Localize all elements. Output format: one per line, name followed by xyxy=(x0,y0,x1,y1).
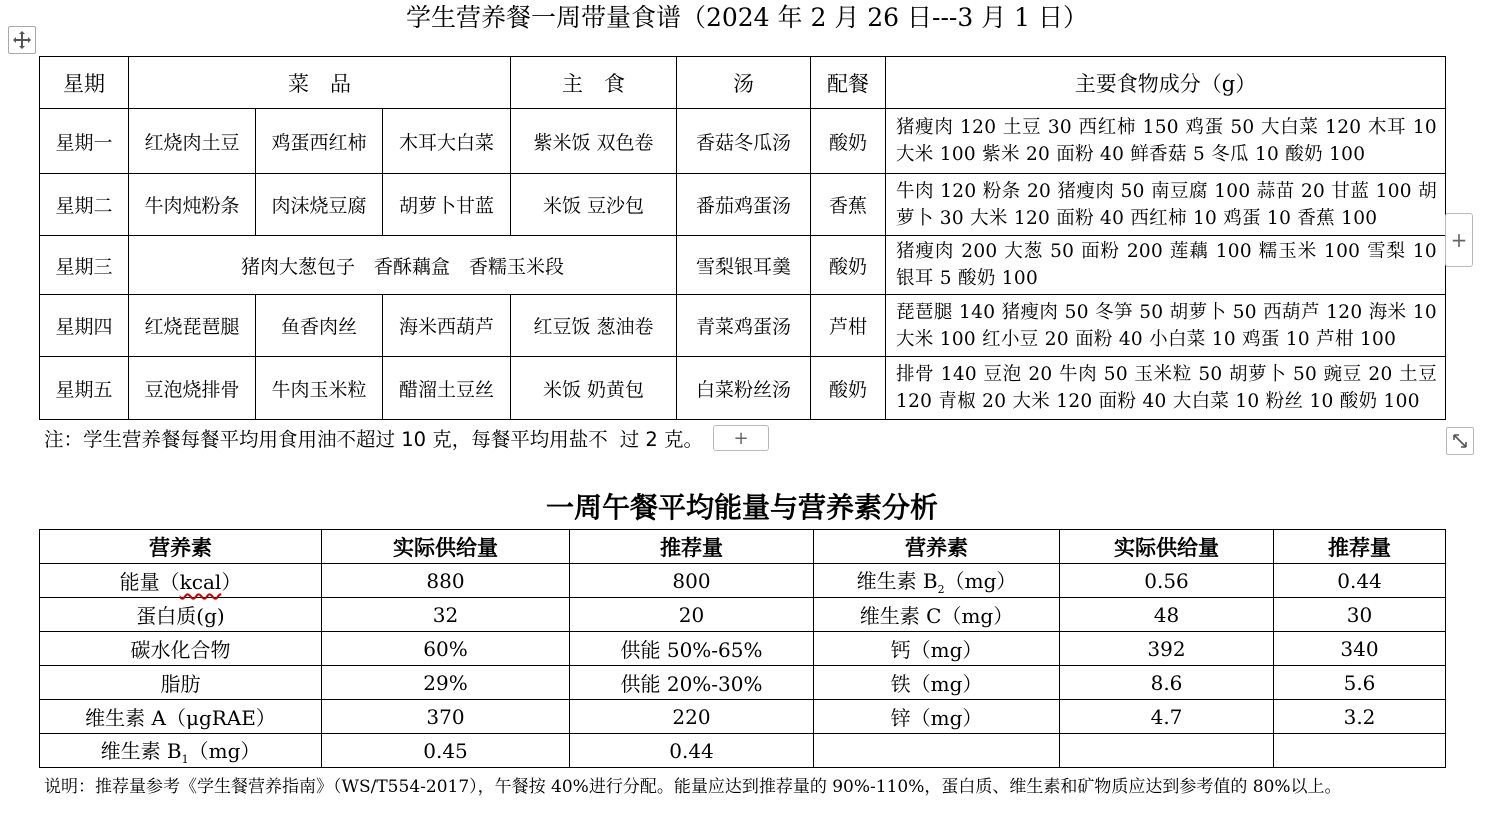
nutrient-name: 碳水化合物 xyxy=(40,632,322,666)
day-cell: 星期四 xyxy=(40,295,129,357)
actual-value: 32 xyxy=(322,598,570,632)
menu-note-text-end: 过 2 克。 xyxy=(619,428,704,451)
header-nutrient: 营养素 xyxy=(40,530,322,564)
recommended-value: 220 xyxy=(570,700,814,734)
actual-value: 0.56 xyxy=(1060,564,1274,598)
recommended-value: 0.44 xyxy=(1274,564,1446,598)
staple-cell: 米饭 奶黄包 xyxy=(511,357,677,420)
recommended-value xyxy=(1274,734,1446,768)
dish-cell: 红烧肉土豆 xyxy=(129,109,256,174)
actual-value: 392 xyxy=(1060,632,1274,666)
header-actual: 实际供给量 xyxy=(322,530,570,564)
dish-cell: 鸡蛋西红柿 xyxy=(256,109,383,174)
header-recommended: 推荐量 xyxy=(1274,530,1446,564)
move-arrows-icon[interactable] xyxy=(8,26,36,54)
nutrition-analysis-table xyxy=(39,529,1446,768)
header-dishes: 菜 品 xyxy=(129,57,511,109)
nutrient-name: 能量（kcal） xyxy=(40,564,322,598)
nutrient-name xyxy=(814,734,1060,768)
page-title: 学生营养餐一周带量食谱（2024 年 2 月 26 日---3 月 1 日） xyxy=(405,3,1089,32)
menu-row-tuesday xyxy=(40,174,1446,236)
recommended-value: 供能 20%-30% xyxy=(570,666,814,700)
actual-value: 29% xyxy=(322,666,570,700)
soup-cell: 香菇冬瓜汤 xyxy=(677,109,811,174)
ingredients-cell: 猪瘦肉 200 大葱 50 面粉 200 莲藕 100 糯玉米 100 雪梨 10 银耳 5 酸奶 100 xyxy=(886,236,1446,295)
side-cell: 酸奶 xyxy=(811,236,886,295)
nutrient-name: 维生素 C（mg） xyxy=(814,598,1060,632)
header-nutrient: 营养素 xyxy=(814,530,1060,564)
weekly-menu-table xyxy=(39,56,1446,420)
side-cell: 芦柑 xyxy=(811,295,886,357)
nutrition-row xyxy=(40,700,1446,734)
menu-header-row xyxy=(40,57,1446,109)
staple-cell: 紫米饭 双色卷 xyxy=(511,109,677,174)
day-cell: 星期三 xyxy=(40,236,129,295)
recommended-value: 供能 50%-65% xyxy=(570,632,814,666)
header-staple: 主 食 xyxy=(511,57,677,109)
staple-cell: 米饭 豆沙包 xyxy=(511,174,677,236)
nutrient-name: 维生素 A（μgRAE） xyxy=(40,700,322,734)
dish-cell: 海米西葫芦 xyxy=(383,295,511,357)
plus-icon[interactable]: + xyxy=(713,425,769,451)
nutrition-row xyxy=(40,564,1446,598)
actual-value: 48 xyxy=(1060,598,1274,632)
soup-cell: 白菜粉丝汤 xyxy=(677,357,811,420)
side-cell: 酸奶 xyxy=(811,109,886,174)
recommended-value: 20 xyxy=(570,598,814,632)
actual-value xyxy=(1060,734,1274,768)
header-side: 配餐 xyxy=(811,57,886,109)
recommended-value: 0.44 xyxy=(570,734,814,768)
soup-cell: 番茄鸡蛋汤 xyxy=(677,174,811,236)
nutrient-name: 蛋白质(g) xyxy=(40,598,322,632)
analysis-note: 说明：推荐量参考《学生餐营养指南》（WS/T554-2017），午餐按 40%进行分配。能量应达到推荐量的 90%-110%，蛋白质、维生素和矿物质应达到参考值的 80%以上。 xyxy=(44,777,1342,797)
header-ingredients: 主要食物成分（g） xyxy=(886,57,1446,109)
actual-value: 8.6 xyxy=(1060,666,1274,700)
day-cell: 星期五 xyxy=(40,357,129,420)
day-cell: 星期二 xyxy=(40,174,129,236)
actual-value: 880 xyxy=(322,564,570,598)
nutrient-name: 维生素 $B_1(mg)$ xyxy=(40,734,322,768)
menu-row-friday xyxy=(40,357,1446,420)
actual-value: 4.7 xyxy=(1060,700,1274,734)
soup-cell: 青菜鸡蛋汤 xyxy=(677,295,811,357)
dish-cell: 胡萝卜甘蓝 xyxy=(383,174,511,236)
dish-cell: 豆泡烧排骨 xyxy=(129,357,256,420)
plus-icon[interactable]: + xyxy=(1445,213,1473,267)
ingredients-cell: 排骨 140 豆泡 20 牛肉 50 玉米粒 50 胡萝卜 50 豌豆 20 土豆 120 青椒 20 大米 120 面粉 40 大白菜 10 粉丝 10 酸奶 100 xyxy=(886,357,1446,420)
nutrient-name: 钙（mg） xyxy=(814,632,1060,666)
dish-cell: 鱼香肉丝 xyxy=(256,295,383,357)
dish-cell: 醋溜土豆丝 xyxy=(383,357,511,420)
nutrient-name: 锌（mg） xyxy=(814,700,1060,734)
recommended-value: 3.2 xyxy=(1274,700,1446,734)
nutrition-row xyxy=(40,598,1446,632)
dish-cell: 牛肉炖粉条 xyxy=(129,174,256,236)
header-soup: 汤 xyxy=(677,57,811,109)
ingredients-cell: 琵琶腿 140 猪瘦肉 50 冬笋 50 胡萝卜 50 西葫芦 120 海米 10 大米 100 红小豆 20 面粉 40 小白菜 10 鸡蛋 10 芦柑 100 xyxy=(886,295,1446,357)
side-cell: 酸奶 xyxy=(811,357,886,420)
header-recommended: 推荐量 xyxy=(570,530,814,564)
dish-cell: 木耳大白菜 xyxy=(383,109,511,174)
recommended-value: 800 xyxy=(570,564,814,598)
menu-row-thursday xyxy=(40,295,1446,357)
header-day: 星期 xyxy=(40,57,129,109)
nutrition-header-row xyxy=(40,530,1446,564)
day-cell: 星期一 xyxy=(40,109,129,174)
analysis-title: 一周午餐平均能量与营养素分析 xyxy=(545,491,938,524)
ingredients-cell: 牛肉 120 粉条 20 猪瘦肉 50 南豆腐 100 蒜苗 20 甘蓝 100 胡萝卜 30 大米 120 面粉 40 西红柿 10 鸡蛋 10 香蕉 100 xyxy=(886,174,1446,236)
nutrition-row xyxy=(40,734,1446,768)
menu-row-monday xyxy=(40,109,1446,174)
nutrient-name: 脂肪 xyxy=(40,666,322,700)
dish-merged-cell: 猪肉大葱包子 香酥藕盒 香糯玉米段 xyxy=(129,236,677,295)
nutrition-row xyxy=(40,632,1446,666)
actual-value: 0.45 xyxy=(322,734,570,768)
recommended-value: 5.6 xyxy=(1274,666,1446,700)
resize-diagonal-icon[interactable] xyxy=(1446,427,1474,455)
dish-cell: 牛肉玉米粒 xyxy=(256,357,383,420)
menu-row-wednesday xyxy=(40,236,1446,295)
ingredients-cell: 猪瘦肉 120 土豆 30 西红柿 150 鸡蛋 50 大白菜 120 木耳 10 大米 100 紫米 20 面粉 40 鲜香菇 5 冬瓜 10 酸奶 100 xyxy=(886,109,1446,174)
soup-cell: 雪梨银耳羹 xyxy=(677,236,811,295)
recommended-value: 340 xyxy=(1274,632,1446,666)
nutrition-row xyxy=(40,666,1446,700)
menu-note xyxy=(44,428,703,452)
header-actual: 实际供给量 xyxy=(1060,530,1274,564)
staple-cell: 红豆饭 葱油卷 xyxy=(511,295,677,357)
actual-value: 370 xyxy=(322,700,570,734)
actual-value: 60% xyxy=(322,632,570,666)
side-cell: 香蕉 xyxy=(811,174,886,236)
nutrient-name: 维生素 $B_2(mg)$ xyxy=(814,564,1060,598)
recommended-value: 30 xyxy=(1274,598,1446,632)
nutrient-name: 铁（mg） xyxy=(814,666,1060,700)
dish-cell: 红烧琵琶腿 xyxy=(129,295,256,357)
menu-note-text: 注：学生营养餐每餐平均用食用油不超过 10 克，每餐平均用盐不 xyxy=(44,428,608,451)
dish-cell: 肉沫烧豆腐 xyxy=(256,174,383,236)
